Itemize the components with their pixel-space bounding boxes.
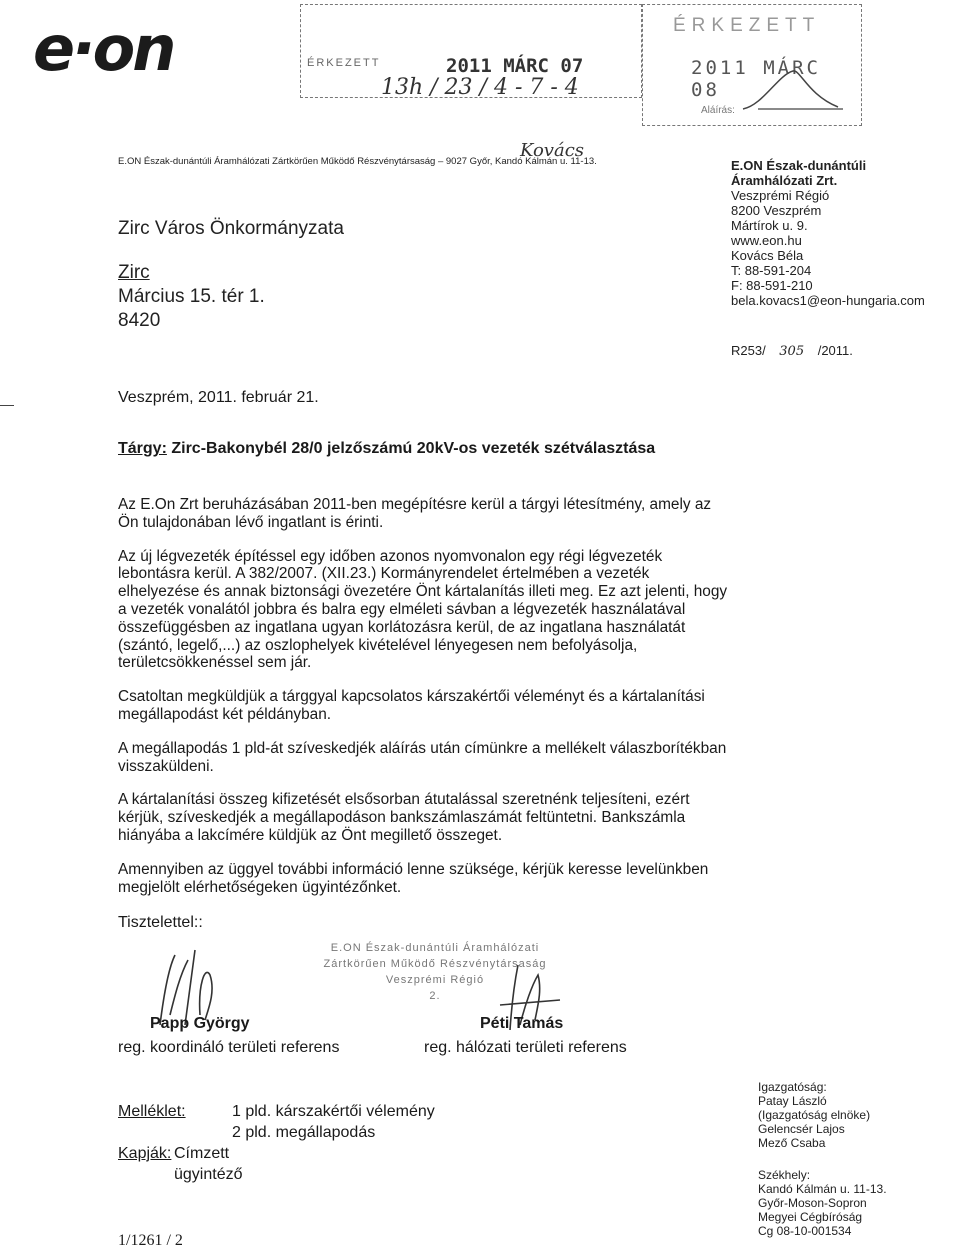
recipient-street: Március 15. tér 1.: [118, 286, 265, 307]
seat-line: Cg 08-10-001534: [758, 1224, 852, 1238]
registered-stamp-date: 2011 MÁRC 08: [691, 57, 821, 101]
registered-stamp-signature-label: Aláírás:: [701, 105, 735, 116]
reference-handwritten-number: 305: [779, 344, 805, 359]
company-stamp-line-1: E.ON Észak-dunántúli Áramhálózati: [330, 942, 540, 954]
received-stamp-handwriting: 13h / 23 / 4 - 7 - 4: [381, 75, 579, 100]
contact-fax: F: 88-591-210: [731, 278, 813, 293]
document-number: 1/1261 / 2: [118, 1232, 183, 1249]
contact-company-1: E.ON Észak-dunántúli: [731, 158, 867, 173]
attachments-label: Melléklet:: [118, 1103, 186, 1120]
recipient-item: ügyintéző: [174, 1166, 243, 1183]
recipient-name: Zirc Város Önkormányzata: [118, 218, 344, 239]
seat-line: Megyei Cégbíróság: [758, 1210, 863, 1224]
contact-region: Veszprémi Régió: [731, 188, 830, 203]
body-paragraph: Amennyiben az üggyel további információ lenne szüksége, kérjük keresse levelünkben megjelölt elérhetőségeken ügyintézőnket.: [118, 860, 709, 896]
seat-label: Székhely:: [758, 1168, 811, 1182]
eon-logo: e·on: [33, 12, 174, 85]
subject-text: Zirc-Bakonybél 28/0 jelzőszámú 20kV-os vezeték szétválasztása: [166, 440, 656, 457]
handwritten-name: Kovács: [520, 140, 585, 161]
body-paragraph: A kártalanítási összeg kifizetését elsősorban átutalással szeretnénk teljesíteni, ezért kérjük, szíveskedjék a megállapodáson bankszámlaszámát feltüntetni. Bankszámla hiányába a lakcímére küldjük az Önt megillető összeget.: [118, 791, 690, 844]
signer-2-name: Péti Tamás: [480, 1015, 564, 1032]
body-paragraph: Az új légvezeték építéssel egy időben azonos nyomvonalon egy régi légvezeték lebontásra kerül. A 382/2007. (XII.23.) Kormányrendelet értelmében a vezeték elhelyezése és annak biztonsági övezetére Önt kártalanítás illeti meg. Ez azt jelenti, hogy a vezeték vonalától jobbra és balra egy elméleti sávban a légvezeték használatával összefüggésben az ingatlana ugyan korlátozásra kerül, de az ingatlana használatát (szántó, legelő,...) az oszlophelyek kivételével lényegesen nem befolyásolja, területcsökkenéssel sem jár.: [118, 547, 728, 672]
company-stamp-line-4: 2.: [429, 990, 441, 1002]
greeting: Tisztelettel::: [118, 914, 203, 931]
board-label: Igazgatóság:: [758, 1080, 827, 1094]
letter-body: [118, 496, 733, 912]
signer-1-name: Papp György: [150, 1015, 250, 1032]
seat-line: Kandó Kálmán u. 11-13.: [758, 1182, 887, 1196]
body-paragraph: A megállapodás 1 pld-át szíveskedjék aláírás után címünkre a mellékelt válaszborítékban visszaküldeni.: [118, 739, 727, 775]
subject-label: Tárgy:: [118, 440, 167, 457]
attachment-item: 1 pld. kárszakértői vélemény: [232, 1103, 435, 1120]
recipient-city: Zirc: [118, 262, 150, 283]
registered-stamp-signature: [738, 65, 848, 115]
registered-stamp-label: ÉRKEZETT: [673, 15, 821, 36]
board-member: Mező Csaba: [758, 1136, 826, 1150]
contact-city: 8200 Veszprém: [731, 203, 822, 218]
signer-2-role: reg. hálózati területi referens: [424, 1039, 627, 1056]
body-paragraph: Az E.On Zrt beruházásában 2011-ben megépítésre kerül a tárgyi létesítmény, amely az Ön tulajdonában lévő ingatlant is érinti.: [118, 496, 712, 531]
attachment-item: 2 pld. megállapodás: [232, 1124, 376, 1141]
company-stamp-line-3: Veszprémi Régió: [385, 974, 485, 986]
registered-stamp: [642, 4, 862, 126]
company-stamp-line-2: Zártkörűen Működő Részvénytársaság: [323, 958, 547, 970]
contact-phone: T: 88-591-204: [731, 263, 812, 278]
board-member: Patay László: [758, 1094, 827, 1108]
sender-address-line: E.ON Észak-dunántúli Áramhálózati Zártkörűen Működő Részvénytársaság – 9027 Győr, Kandó Kálmán u. 11-13.: [118, 156, 597, 167]
body-paragraph: Csatoltan megküldjük a tárggyal kapcsolatos kárszakértői véleményt és a kártalanítási megállapodást két példányban.: [118, 688, 705, 723]
sender-contact-block: [731, 158, 925, 308]
received-stamp-date: 2011 MÁRC 07: [446, 55, 584, 77]
contact-web: www.eon.hu: [731, 233, 802, 248]
seat-line: Győr-Moson-Sopron: [758, 1196, 867, 1210]
place-date: Veszprém, 2011. február 21.: [118, 389, 319, 406]
reference-number: [731, 343, 853, 359]
reference-prefix: R253/: [731, 343, 766, 358]
received-stamp-label: ÉRKEZETT: [307, 57, 381, 69]
recipient-zip: 8420: [118, 310, 161, 331]
received-stamp: [300, 4, 642, 98]
contact-street: Mártírok u. 9.: [731, 218, 808, 233]
contact-person: Kovács Béla: [731, 248, 804, 263]
recipient-item: Címzett: [174, 1145, 230, 1162]
company-footer: [758, 1080, 887, 1238]
contact-email: bela.kovacs1@eon-hungaria.com: [731, 293, 925, 308]
reference-suffix: /2011.: [817, 343, 853, 358]
contact-company-2: Áramhálózati Zrt.: [731, 173, 838, 188]
signer-1-role: reg. koordináló területi referens: [118, 1039, 340, 1056]
board-member: Gelencsér Lajos: [758, 1122, 845, 1136]
fold-mark: [0, 405, 14, 406]
board-member: (Igazgatóság elnöke): [758, 1108, 871, 1122]
subject-line: [118, 440, 655, 458]
recipients-label: Kapják:: [118, 1145, 172, 1162]
